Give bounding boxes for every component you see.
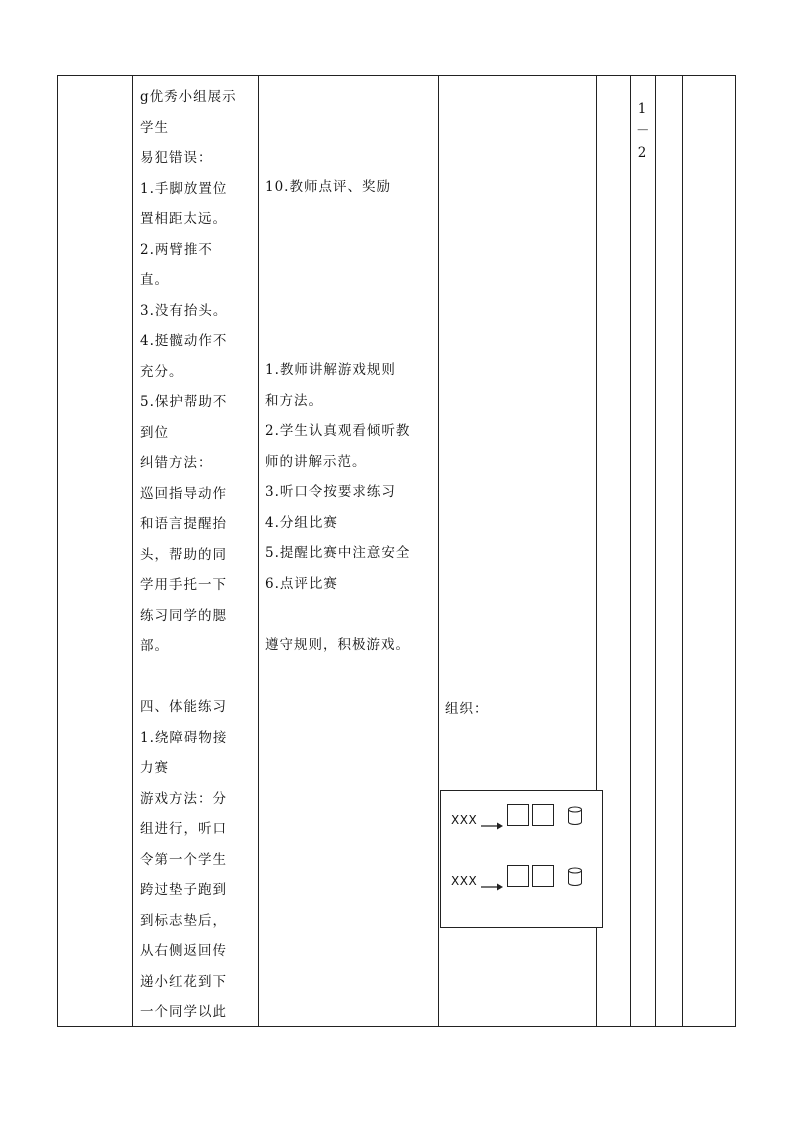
content-line: 从右侧返回传 <box>140 943 227 959</box>
content-line: 到位 <box>140 424 169 441</box>
content-line: g优秀小组展示 <box>140 89 237 105</box>
content-line: 置相距太远。 <box>140 211 227 227</box>
organization-column <box>445 694 585 725</box>
content-line: 组进行，听口 <box>140 821 227 837</box>
activity-line: 5.提醒比赛中注意安全 <box>265 545 411 561</box>
cone-cylinder-icon <box>567 867 583 887</box>
content-line <box>140 662 256 693</box>
activity-line <box>265 233 435 264</box>
content-line: 头，帮助的同 <box>140 546 227 563</box>
column-divider <box>630 75 631 1027</box>
content-line: 3.没有抬头。 <box>140 302 228 319</box>
activity-line <box>265 203 435 234</box>
arrow-right-icon <box>481 821 503 831</box>
cone-cylinder-icon <box>567 806 583 826</box>
activity-line: 4.分组比赛 <box>265 514 338 531</box>
column-divider <box>655 75 656 1027</box>
column-divider <box>682 75 683 1027</box>
player-group-label: XXX <box>451 874 478 888</box>
content-line: 四、体能练习 <box>140 699 227 715</box>
content-line: 2.两臂推不 <box>140 241 213 258</box>
content-line: 练习同学的腮 <box>140 607 227 624</box>
time-line: 2 <box>637 145 647 161</box>
relay-lane <box>441 865 604 891</box>
content-line: 到标志垫后， <box>140 912 227 929</box>
content-line: 巡回指导动作 <box>140 485 227 502</box>
content-line: 5.保护帮助不 <box>140 394 228 410</box>
arrow-right-icon <box>481 882 503 892</box>
content-line: 跨过垫子跑到 <box>140 882 227 898</box>
activity-line: 3.听口令按要求练习 <box>265 484 396 500</box>
time-column <box>636 98 648 164</box>
activity-line: 1.教师讲解游戏规则 <box>265 362 396 378</box>
content-line: 游戏方法：分 <box>140 790 227 807</box>
activity-line: 遵守规则，积极游戏。 <box>265 636 410 653</box>
teaching-content-column <box>140 82 256 1028</box>
column-divider <box>438 75 439 1027</box>
content-line: 1.手脚放置位 <box>140 180 228 197</box>
activity-line <box>265 294 435 325</box>
activity-line: 10.教师点评、奖励 <box>265 179 391 195</box>
activity-line <box>265 599 435 630</box>
content-line: 学生 <box>140 119 169 136</box>
relay-organization-diagram <box>440 790 603 928</box>
content-line: 令第一个学生 <box>140 851 227 868</box>
activity-line: 和方法。 <box>265 392 323 409</box>
mat-square-icon <box>532 804 554 826</box>
activity-line: 2.学生认真观看倾听教 <box>265 423 411 439</box>
activity-line: 6.点评比赛 <box>265 575 338 592</box>
content-line: 一个同学以此 <box>140 1004 227 1020</box>
player-group-label: XXX <box>451 813 478 827</box>
mat-square-icon <box>507 804 529 826</box>
content-line: 易犯错误： <box>140 150 213 166</box>
content-line: 1.绕障碍物接 <box>140 729 228 746</box>
time-line: － <box>636 123 650 139</box>
content-line: 直。 <box>140 272 169 288</box>
mat-square-icon <box>507 865 529 887</box>
time-line: 1 <box>637 101 647 117</box>
teacher-student-activity-column <box>265 172 435 660</box>
content-line: 力赛 <box>140 760 169 776</box>
content-line: 4.挺髋动作不 <box>140 333 228 349</box>
activity-line <box>265 264 435 295</box>
mat-square-icon <box>532 865 554 887</box>
column-divider <box>258 75 259 1027</box>
activity-line <box>265 325 435 356</box>
column-divider <box>132 75 133 1027</box>
organization-label: 组织： <box>445 701 489 717</box>
relay-lane <box>441 804 604 830</box>
content-line: 学用手托一下 <box>140 577 227 593</box>
content-line: 充分。 <box>140 363 184 380</box>
content-line: 部。 <box>140 638 169 654</box>
content-line: 纠错方法： <box>140 455 213 471</box>
content-line: 递小红花到下 <box>140 973 227 990</box>
activity-line: 师的讲解示范。 <box>265 453 367 470</box>
content-line: 和语言提醒抬 <box>140 516 227 532</box>
